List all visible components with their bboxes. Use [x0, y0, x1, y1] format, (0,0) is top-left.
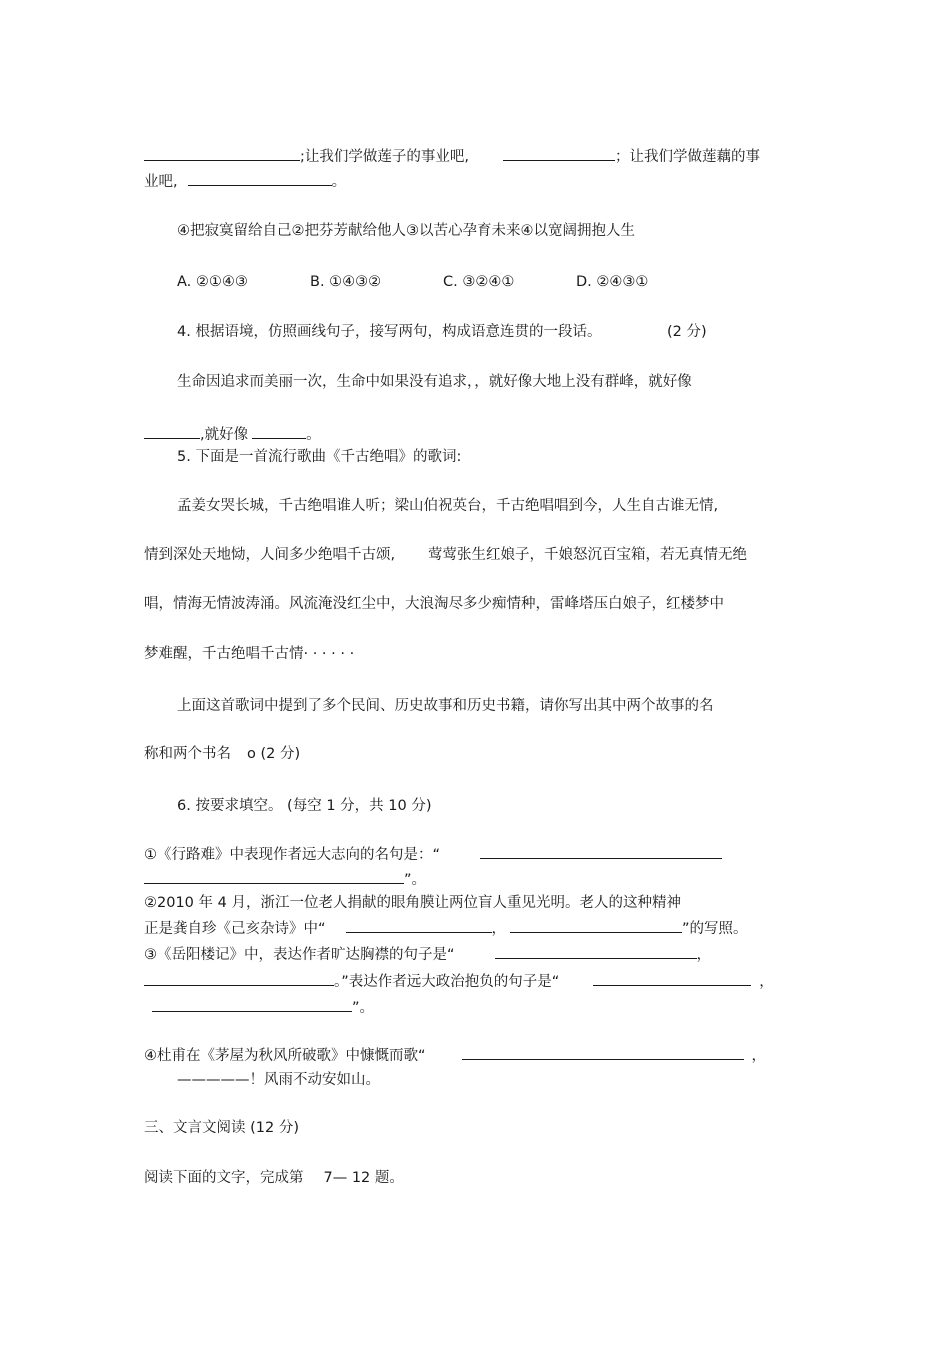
q6-item-3-line-2: 。”表达作者远大政治抱负的句子是“ ， — [144, 971, 774, 992]
q5-task-1: 上面这首歌词中提到了多个民间、历史故事和历史书籍，请你写出其中两个故事的名 — [177, 698, 714, 714]
q5-stem: 5. 下面是一首流行歌曲《千古绝唱》的歌词: — [177, 449, 462, 465]
blank[interactable] — [188, 171, 332, 186]
q6-item-4-line-2: —————！风雨不动安如山。 — [177, 1072, 380, 1088]
blank[interactable] — [252, 424, 306, 439]
blank[interactable] — [503, 146, 615, 161]
q4-line-2: ,就好像 。 — [144, 424, 321, 445]
section-3-title: 三、文言文阅读 (12 分) — [144, 1120, 299, 1136]
q6-item-3-line-3: ”。 — [152, 997, 374, 1018]
blank[interactable] — [480, 844, 722, 859]
q4-line-1: 生命因追求而美丽一次，生命中如果没有追求，，就好像大地上没有群峰，就好像 — [177, 374, 692, 390]
q6-item-4-line-1: ④杜甫在《茅屋为秋风所破歌》中慷慨而歌“ ， — [144, 1045, 766, 1066]
blank[interactable] — [144, 146, 300, 161]
q3-line-2: 业吧, 。 — [144, 171, 346, 192]
q5-lyrics-line-3: 唱，情海无情波涛涌。风流淹没红尘中，大浪淘尽多少痴情种，雷峰塔压白娘子，红楼梦中 — [144, 596, 724, 612]
section-3-intro: 阅读下面的文字，完成第 7— 12 题。 — [144, 1170, 404, 1186]
q5-lyrics-line-1: 孟姜女哭长城，千古绝唱谁人听；梁山伯祝英台，千古绝唱唱到今，人生自古谁无情, — [177, 498, 719, 514]
q5-lyrics-line-4: 梦难醒，千古绝唱千古情· · · · · · — [144, 646, 355, 662]
blank[interactable] — [346, 918, 492, 933]
q6-item-1-line-1: ①《行路难》中表现作者远大志向的名句是：“ — [144, 844, 722, 865]
q3-option-a[interactable]: A. ②①④③ — [177, 274, 248, 290]
blank[interactable] — [144, 424, 200, 439]
q3-option-d[interactable]: D. ②④③① — [576, 274, 649, 290]
q5-task-2: 称和两个书名 o (2 分) — [144, 746, 301, 762]
q6-item-2-line-1: ②2010 年 4 月，浙江一位老人捐献的眼角膜让两位盲人重见光明。老人的这种精神 — [144, 895, 681, 911]
q3-items: ④把寂寞留给自己②把芬芳献给他人③以苦心孕育未来④以宽阔拥抱人生 — [177, 223, 635, 239]
blank[interactable] — [152, 997, 352, 1012]
q6-stem: 6. 按要求填空。 (每空 1 分，共 10 分) — [177, 798, 432, 814]
q5-lyrics-line-2a: 情到深处天地恸，人间多少绝唱千古颂, — [144, 547, 396, 563]
blank[interactable] — [495, 944, 697, 959]
q6-item-3-line-1: ③《岳阳楼记》中，表达作者旷达胸襟的句子是“ ， — [144, 944, 711, 965]
q6-item-2-line-2: 正是龚自珍《己亥杂诗》中“ ， ”的写照。 — [144, 918, 748, 939]
blank[interactable] — [462, 1045, 744, 1060]
blank[interactable] — [144, 869, 404, 884]
blank[interactable] — [510, 918, 682, 933]
q3-option-b[interactable]: B. ①④③② — [310, 274, 382, 290]
q5-lyrics-line-2b: 莺莺张生红娘子，千娘怒沉百宝箱，若无真情无绝 — [428, 547, 747, 563]
q3-line-1: ;让我们学做莲子的事业吧, ；让我们学做莲藕的事 — [144, 146, 760, 167]
blank[interactable] — [144, 971, 334, 986]
q4-score: (2 分) — [667, 324, 707, 340]
q6-item-1-line-2: ”。 — [144, 869, 426, 890]
q3-option-c[interactable]: C. ③②④① — [443, 274, 515, 290]
q4-stem: 4. 根据语境，仿照画线句子，接写两句，构成语意连贯的一段话。 — [177, 324, 602, 340]
blank[interactable] — [593, 971, 751, 986]
